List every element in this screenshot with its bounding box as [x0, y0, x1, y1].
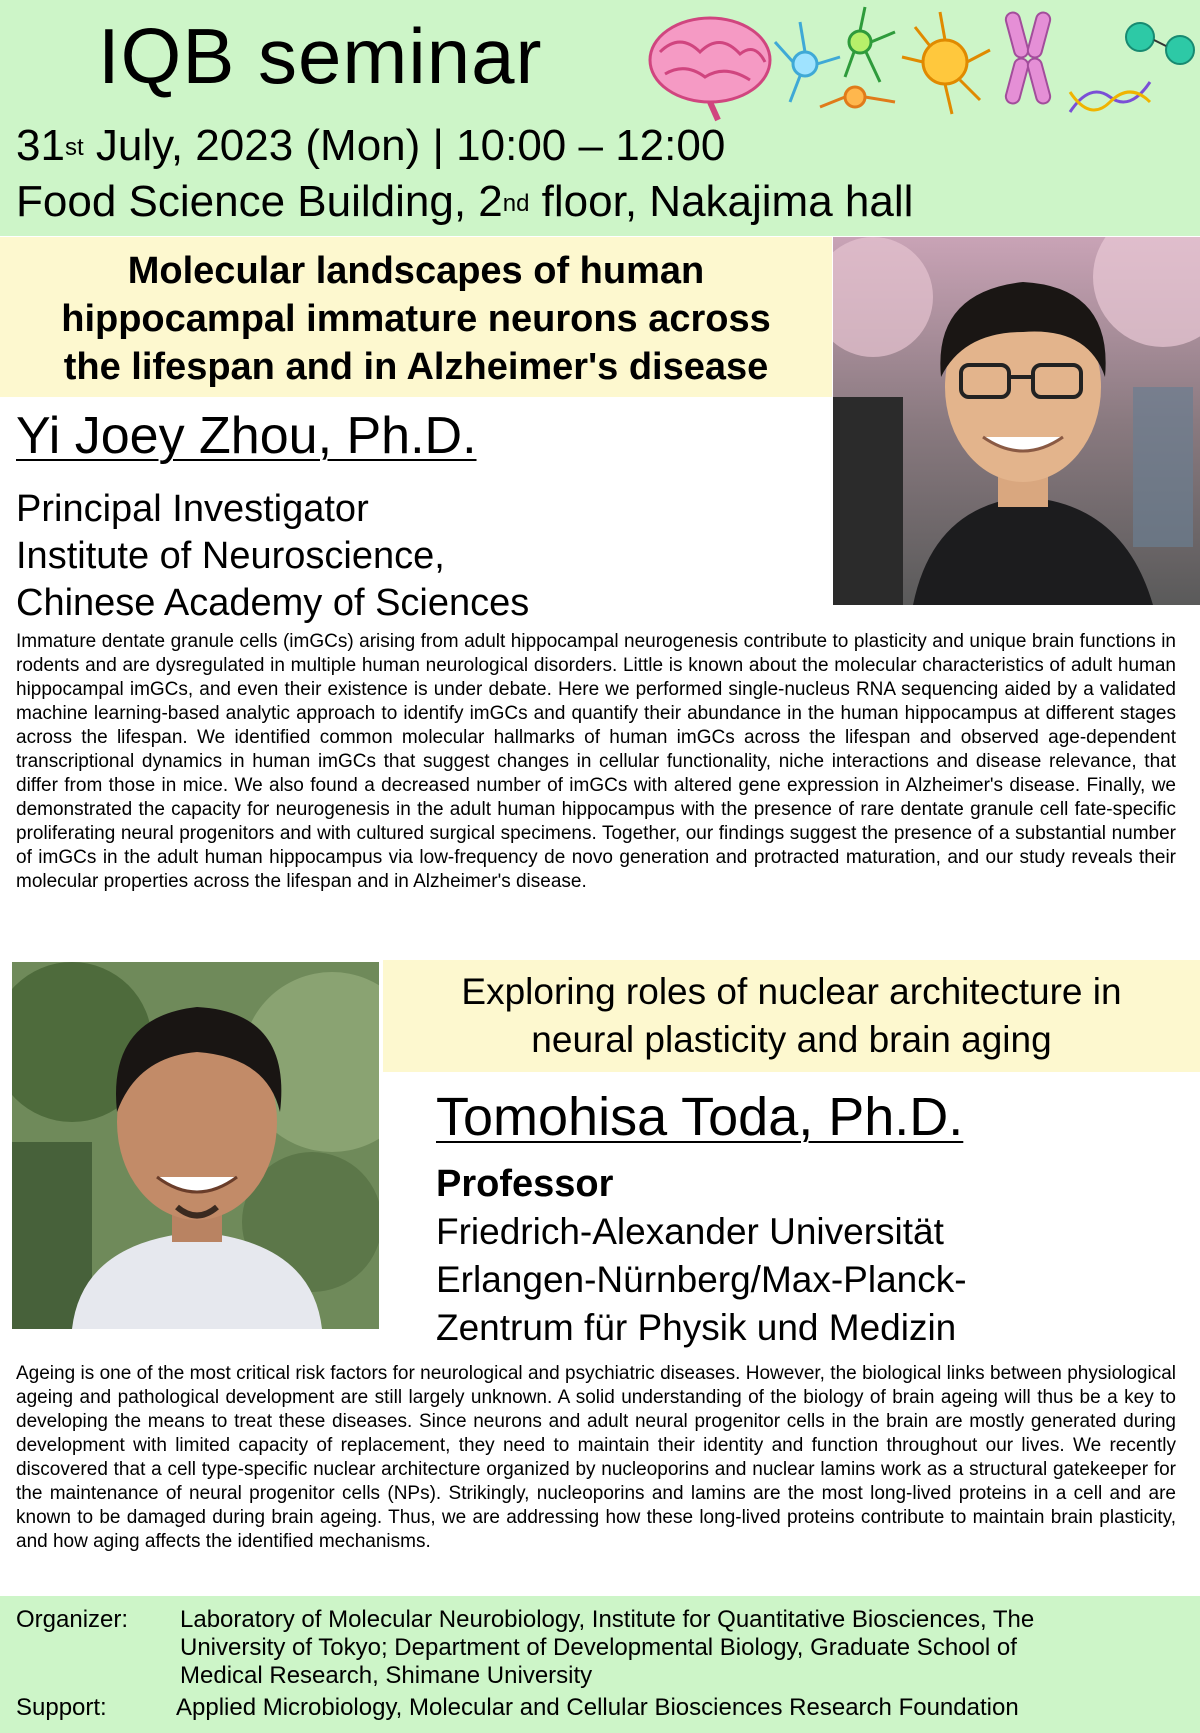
talk2-title: Exploring roles of nuclear architecture in neural plasticity and brain aging [383, 960, 1200, 1072]
venue: Food Science Building, 2nd floor, Nakajima hall [16, 177, 914, 226]
seminar-title: IQB seminar [98, 12, 543, 100]
speaker2-position: Professor [436, 1163, 614, 1205]
talk1-abstract: Immature dentate granule cells (imGCs) arising from adult hippocampal neurogenesis contribute to plasticity and unique brain functions in rodents and are dysregulated in multiple human neurological disorders. Little is known about the molecular characteristics of adult human hippocampal imGCs, and even their existence is under debate. Here we performed single-nucleus RNA sequencing aided by a validated machine learning-based analytic approach to identify imGCs and quantify their abundance in the human hippocampus at different stages across the lifespan. We identified common molecular hallmarks of human imGCs across the lifespan and observed age-dependent transcriptional dynamics in human imGCs that suggest changes in cellular functionality, niche interactions and disease relevance, that differ from those in mice. We also found a decreased number of imGCs with altered gene expression in Alzheimer's disease. Finally, we demonstrated the capacity for neurogenesis in the adult human hippocampus with the presence of rare dentate granule cell fate-specific proliferating neural progenitors and with cultured surgical specimens. Together, our findings suggest the presence of a substantial number of imGCs in the adult human hippocampus via low-frequency de novo generation and protracted maturation, and our study reveals their molecular properties across the lifespan and in Alzheimer's disease. [16, 631, 1176, 892]
speaker2-photo [12, 962, 379, 1329]
speaker2-affiliation: Friedrich-Alexander Universität Erlangen-Nürnberg/Max-Planck- Zentrum für Physik und Medizin [436, 1211, 967, 1348]
neuroscience-illustration [640, 2, 1200, 122]
astrocyte-icon [902, 12, 990, 114]
support-label: Support: [16, 1694, 107, 1721]
organizer-label: Organizer: [16, 1606, 129, 1633]
header-banner [0, 0, 1200, 236]
chromosome-icon [1004, 11, 1051, 105]
support-value: Applied Microbiology, Molecular and Cellular Biosciences Research Foundation [176, 1694, 1019, 1721]
speaker1-name: Yi Joey Zhou, Ph.D. [16, 407, 477, 465]
footer-banner [0, 1596, 1200, 1733]
date-time: 31st July, 2023 (Mon) | 10:00 – 12:00 [16, 121, 726, 170]
speaker1-affiliation: Principal Investigator Institute of Neuroscience, Chinese Academy of Sciences [16, 488, 530, 624]
dna-icon [1070, 82, 1150, 112]
speaker1-photo [833, 237, 1200, 605]
molecule-icon [1126, 23, 1194, 64]
neuron-icon [820, 87, 895, 107]
neuron-icon [845, 7, 895, 82]
speaker2-name: Tomohisa Toda, Ph.D. [436, 1087, 964, 1147]
organizer-value: Laboratory of Molecular Neurobiology, Institute for Quantitative Biosciences, The University of Tokyo; Department of Developmental Biology, Graduate School of Medical Research, Shimane University [180, 1606, 1035, 1689]
neuron-icon [775, 22, 840, 102]
talk2-abstract: Ageing is one of the most critical risk factors for neurological and psychiatric diseases. However, the biological links between physiological ageing and pathological development are still largely unknown. A solid understanding of the biology of brain ageing will thus be a key to developing the means to treat these diseases. Since neurons and adult neural progenitor cells in the brain are mostly generated during development with limited capacity of replacement, they need to maintain their identity and function throughout our lives. We recently discovered that a cell type-specific nuclear architecture organized by nucleoporins and nuclear lamins work as a structural gatekeeper for the maintenance of neural progenitor cells (NPs). Strikingly, nucleoporins and lamins are the most long-lived proteins in a cell and are known to be damaged during brain ageing. Thus, we are addressing how these long-lived proteins contribute to maintain brain plasticity, and how aging affects the identified mechanisms. [16, 1363, 1176, 1552]
talk1-title: Molecular landscapes of human hippocampal immature neurons across the lifespan and in Alzheimer's disease [0, 237, 832, 397]
brain-icon [650, 18, 770, 120]
